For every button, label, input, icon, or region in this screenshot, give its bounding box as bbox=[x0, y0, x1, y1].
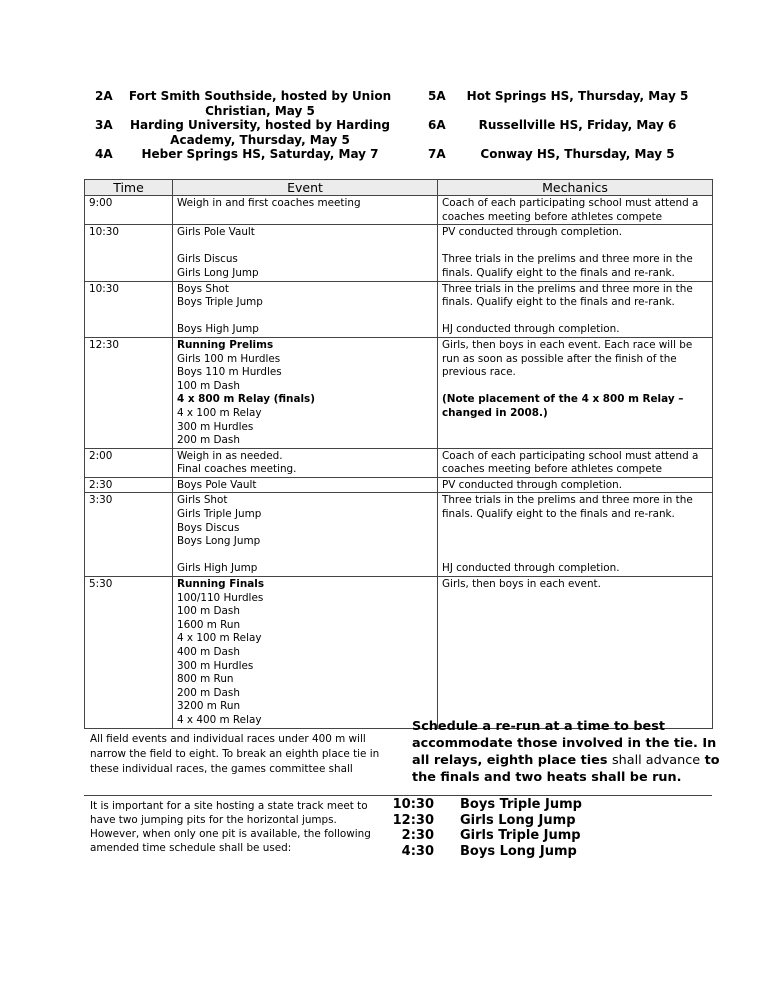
mechanics-line: coaches meeting before athletes compete bbox=[442, 210, 663, 223]
host-row bbox=[400, 147, 768, 163]
tie-break-rule-part: Schedule a re-run at a time to best accommodate those involved in the tie. In all relays, eighth place ties bbox=[412, 719, 717, 768]
event-line: Running Prelims bbox=[177, 338, 274, 351]
table-row bbox=[85, 448, 713, 477]
tie-break-rule bbox=[412, 718, 722, 786]
amended-event: Girls Long Jump bbox=[460, 812, 576, 828]
mechanics-line: Three trials in the prelims and three more in the bbox=[442, 494, 693, 507]
amended-time: 10:30 bbox=[392, 797, 434, 812]
mechanics-cell bbox=[438, 493, 713, 577]
event-line: Girls Pole Vault bbox=[177, 226, 255, 239]
table-row bbox=[85, 337, 713, 448]
event-cell bbox=[173, 577, 438, 729]
mechanics-line: Girls, then boys in each event. bbox=[442, 578, 601, 591]
time-cell: 10:30 bbox=[85, 225, 173, 281]
host-row bbox=[0, 118, 400, 148]
mechanics-line: Girls, then boys in each event. Each race will be bbox=[442, 338, 693, 351]
line-gap bbox=[442, 310, 707, 324]
host-row bbox=[0, 147, 400, 163]
mechanics-line: run as soon as possible after the finish of the bbox=[442, 352, 677, 365]
amended-schedule bbox=[390, 797, 582, 859]
time-cell: 9:00 bbox=[85, 196, 173, 225]
host-site: Russellville HS, Friday, May 6 bbox=[478, 118, 677, 132]
event-line: 200 m Dash bbox=[177, 686, 240, 699]
event-cell bbox=[173, 196, 438, 225]
section-divider bbox=[84, 795, 712, 796]
host-site: Conway HS, Thursday, May 5 bbox=[480, 147, 675, 161]
event-line: 100 m Dash bbox=[177, 379, 240, 392]
table-header-row bbox=[85, 180, 713, 196]
event-line: 200 m Dash bbox=[177, 434, 240, 447]
line-gap bbox=[442, 240, 707, 254]
mechanics-column-header: Mechanics bbox=[438, 180, 713, 196]
schedule-body bbox=[85, 196, 713, 729]
amended-event: Girls Triple Jump bbox=[460, 828, 581, 843]
time-cell: 2:00 bbox=[85, 448, 173, 477]
table-row bbox=[85, 196, 713, 225]
time-cell: 3:30 bbox=[85, 493, 173, 577]
event-line: Boys Shot bbox=[177, 282, 229, 295]
tie-break-note: All field events and individual races under 400 m will narrow the field to eight. To break an eighth place tie in these individual races, the games committee shall bbox=[90, 733, 380, 775]
host-site: Heber Springs HS, Saturday, May 7 bbox=[141, 147, 379, 161]
host-site: Hot Springs HS, Thursday, May 5 bbox=[466, 89, 689, 103]
class-label: 2A bbox=[95, 89, 113, 103]
line-gap bbox=[442, 535, 707, 549]
line-gap bbox=[442, 549, 707, 563]
event-line: 300 m Hurdles bbox=[177, 420, 254, 433]
table-row bbox=[85, 477, 713, 493]
mechanics-line: finals. Qualify eight to the finals and re-rank. bbox=[442, 296, 675, 309]
mechanics-line: HJ conducted through completion. bbox=[442, 562, 620, 575]
tie-break-rule-part: shall advance bbox=[611, 753, 701, 768]
event-cell bbox=[173, 281, 438, 337]
table-row bbox=[85, 225, 713, 281]
event-cell bbox=[173, 225, 438, 281]
amended-schedule-row bbox=[390, 797, 582, 813]
table-row bbox=[85, 281, 713, 337]
time-cell: 5:30 bbox=[85, 577, 173, 729]
event-line: Girls Shot bbox=[177, 494, 228, 507]
mechanics-line: previous race. bbox=[442, 366, 516, 379]
mechanics-cell bbox=[438, 337, 713, 448]
host-row bbox=[400, 118, 768, 134]
class-label: 4A bbox=[95, 147, 113, 161]
host-row bbox=[400, 89, 768, 105]
host-site-line: Fort Smith Southside, hosted by Union bbox=[128, 89, 392, 103]
line-gap bbox=[177, 240, 432, 254]
event-line: Boys High Jump bbox=[177, 323, 259, 336]
host-site bbox=[120, 89, 400, 119]
amended-time: 4:30 bbox=[401, 843, 434, 859]
mechanics-cell bbox=[438, 577, 713, 729]
host-site bbox=[120, 118, 400, 148]
event-line: Weigh in as needed. bbox=[177, 449, 283, 462]
mechanics-cell bbox=[438, 225, 713, 281]
mechanics-line: coaches meeting before athletes compete bbox=[442, 463, 663, 476]
event-line: 4 x 100 m Relay bbox=[177, 406, 262, 419]
event-line: 400 m Dash bbox=[177, 646, 240, 658]
mechanics-line: finals. Qualify eight to the finals and re-rank. bbox=[442, 266, 675, 279]
mechanics-cell bbox=[438, 281, 713, 337]
event-cell bbox=[173, 337, 438, 448]
event-line: Boys Triple Jump bbox=[177, 296, 263, 309]
mechanics-line: PV conducted through completion. bbox=[442, 478, 622, 491]
line-gap bbox=[442, 380, 707, 394]
event-cell bbox=[173, 477, 438, 493]
schedule-table bbox=[84, 179, 713, 729]
line-gap bbox=[177, 310, 432, 324]
table-row bbox=[85, 493, 713, 577]
mechanics-cell bbox=[438, 196, 713, 225]
event-line: Boys Discus bbox=[177, 521, 240, 534]
event-line: 4 x 100 m Relay bbox=[177, 632, 262, 645]
line-gap bbox=[442, 522, 707, 536]
event-line: Girls Long Jump bbox=[177, 266, 259, 279]
amended-schedule-row bbox=[390, 828, 582, 844]
mechanics-cell bbox=[438, 448, 713, 477]
amended-schedule-row bbox=[390, 844, 582, 860]
mechanics-line: Three trials in the prelims and three more in the bbox=[442, 282, 693, 295]
amended-time: 12:30 bbox=[392, 812, 434, 828]
event-line: Running Finals bbox=[177, 578, 265, 591]
mechanics-line: changed in 2008.) bbox=[442, 406, 548, 419]
event-line: 100/110 Hurdles bbox=[177, 591, 264, 604]
mechanics-line: finals. Qualify eight to the finals and re-rank. bbox=[442, 508, 675, 521]
amended-event: Boys Long Jump bbox=[460, 843, 577, 859]
amended-event: Boys Triple Jump bbox=[460, 797, 582, 812]
time-cell: 2:30 bbox=[85, 477, 173, 493]
event-line: 300 m Hurdles bbox=[177, 659, 254, 672]
event-line: Final coaches meeting. bbox=[177, 463, 297, 476]
class-label: 5A bbox=[428, 89, 446, 103]
time-column-header: Time bbox=[85, 180, 173, 196]
mechanics-line: Three trials in the prelims and three more in the bbox=[442, 253, 693, 266]
class-label: 3A bbox=[95, 118, 113, 132]
event-line: 4 x 400 m Relay bbox=[177, 713, 262, 726]
class-label: 6A bbox=[428, 118, 446, 132]
mechanics-line: (Note placement of the 4 x 800 m Relay – bbox=[442, 393, 684, 406]
event-line: 800 m Run bbox=[177, 673, 234, 686]
mechanics-cell bbox=[438, 477, 713, 493]
line-gap bbox=[177, 549, 432, 563]
amended-schedule-row bbox=[390, 813, 582, 829]
event-line: 3200 m Run bbox=[177, 700, 241, 713]
host-site-line: Christian, May 5 bbox=[205, 104, 315, 118]
time-cell: 10:30 bbox=[85, 281, 173, 337]
event-line: Girls 100 m Hurdles bbox=[177, 352, 281, 365]
host-site-line: Academy, Thursday, May 5 bbox=[170, 133, 350, 147]
jumping-pit-note: It is important for a site hosting a state track meet to have two jumping pits for the horizontal jumps. However, when only one pit is available, the following amended time schedule shall be used: bbox=[90, 800, 371, 854]
event-line: 4 x 800 m Relay (finals) bbox=[177, 393, 315, 406]
time-cell: 12:30 bbox=[85, 337, 173, 448]
event-line: Boys Pole Vault bbox=[177, 478, 257, 491]
event-cell bbox=[173, 493, 438, 577]
event-line: Girls Discus bbox=[177, 253, 238, 266]
event-line: Weigh in and first coaches meeting bbox=[177, 197, 361, 209]
event-line: Girls Triple Jump bbox=[177, 508, 262, 521]
host-row bbox=[0, 89, 400, 119]
host-site-line: Harding University, hosted by Harding bbox=[129, 118, 391, 132]
table-row bbox=[85, 577, 713, 729]
mechanics-line: PV conducted through completion. bbox=[442, 226, 622, 239]
event-cell bbox=[173, 448, 438, 477]
event-line: 100 m Dash bbox=[177, 605, 240, 618]
event-column-header: Event bbox=[173, 180, 438, 196]
amended-time: 2:30 bbox=[401, 828, 434, 843]
class-label: 7A bbox=[428, 147, 446, 161]
tie-break-rule-part: to the finals and two heats shall be run. bbox=[412, 753, 720, 785]
event-line: Boys Long Jump bbox=[177, 535, 261, 548]
event-line: 1600 m Run bbox=[177, 618, 241, 631]
mechanics-line: Coach of each participating school must attend a bbox=[442, 449, 699, 462]
mechanics-line: Coach of each participating school must attend a bbox=[442, 197, 699, 209]
event-line: Girls High Jump bbox=[177, 562, 258, 575]
mechanics-line: HJ conducted through completion. bbox=[442, 323, 620, 336]
event-line: Boys 110 m Hurdles bbox=[177, 366, 282, 379]
